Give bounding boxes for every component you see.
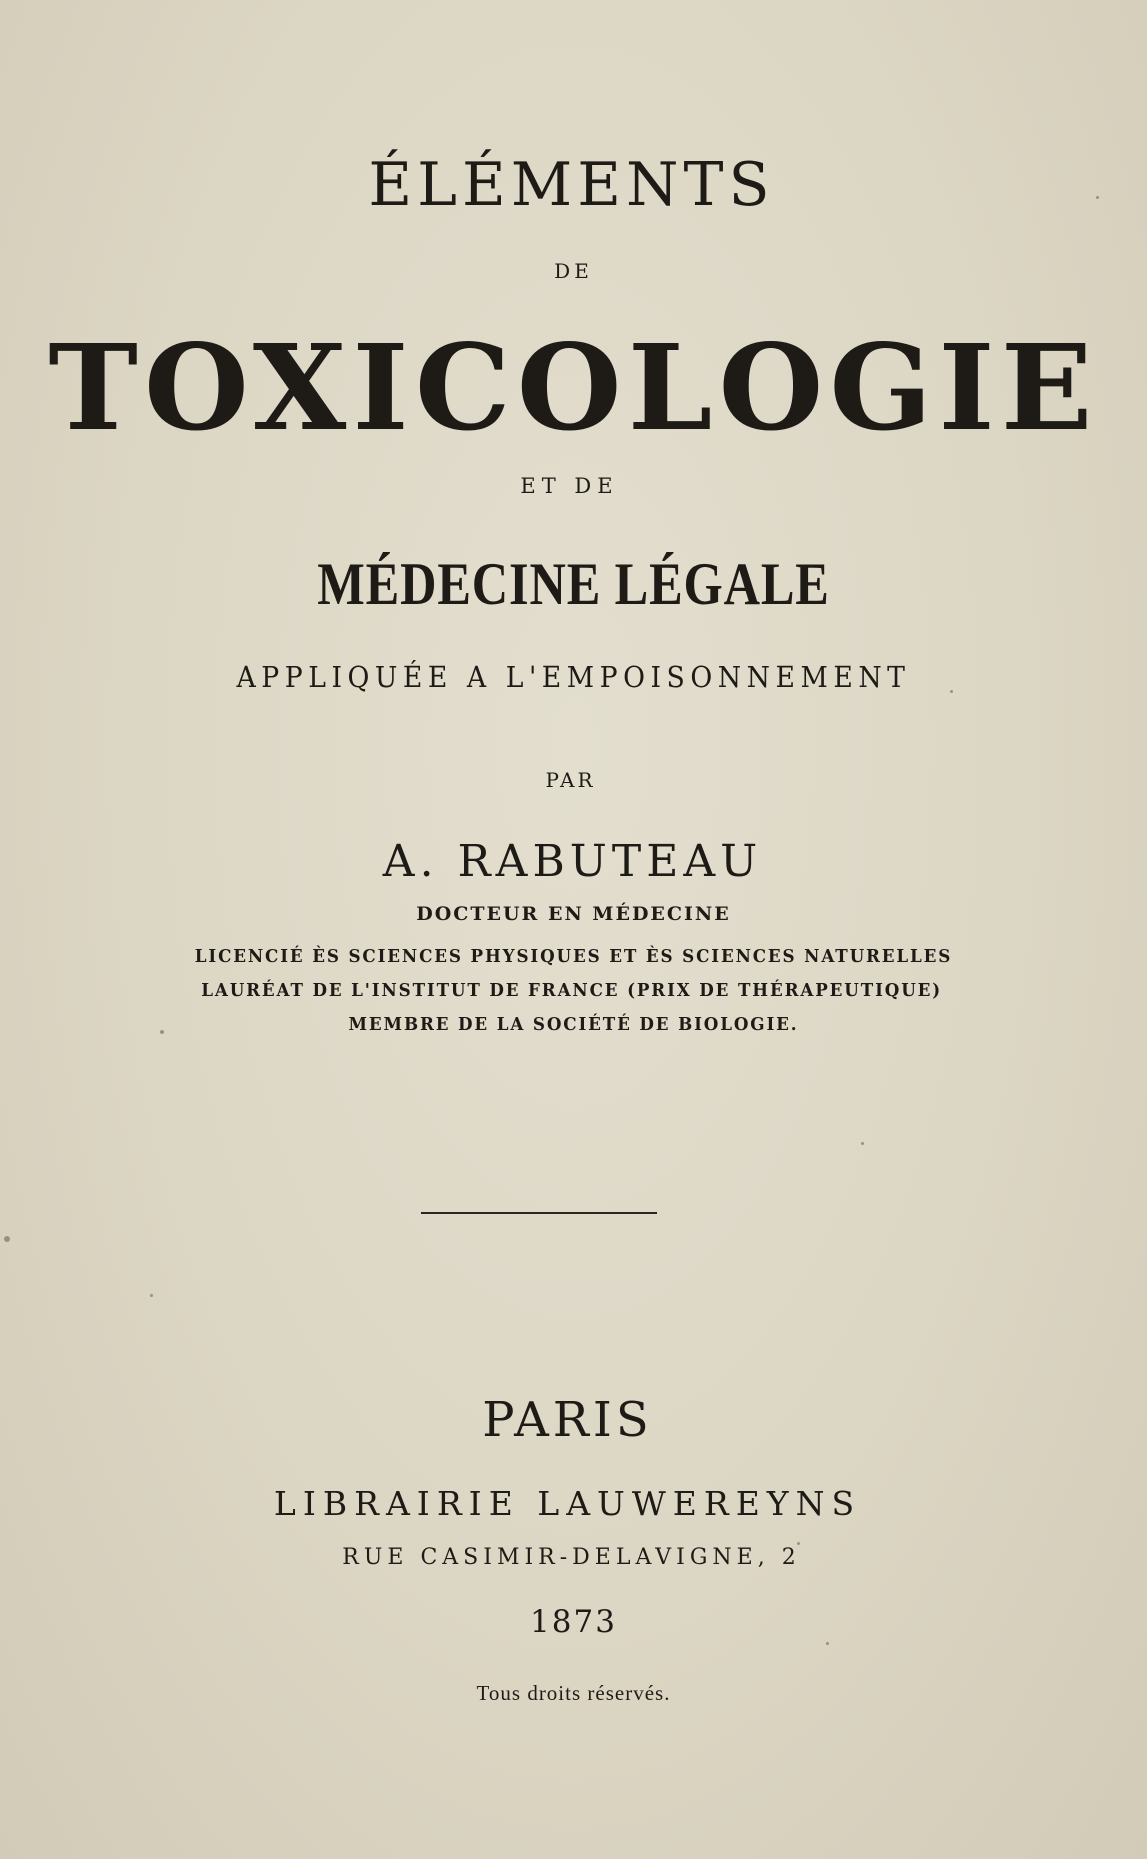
rights-notice: Tous droits réservés. (476, 1681, 671, 1705)
title-line-elements: ÉLÉMENTS (368, 150, 775, 220)
author-credential: LAURÉAT DE L'INSTITUT DE FRANCE (PRIX DE THÉRAPEUTIQUE) (201, 980, 943, 1001)
title-line-medecine-legale: MÉDECINE LÉGALE (317, 551, 830, 617)
imprint-city: PARIS (482, 1392, 653, 1448)
subtitle: APPLIQUÉE A L'EMPOISONNEMENT (236, 660, 911, 694)
author-credential: LICENCIÉ ÈS SCIENCES PHYSIQUES ET ÈS SCIENCES NATURELLES (194, 946, 953, 967)
author-credential: MEMBRE DE LA SOCIÉTÉ DE BIOLOGIE. (348, 1014, 799, 1035)
paper-speck (160, 1030, 164, 1034)
imprint-year: 1873 (530, 1604, 617, 1640)
imprint-publisher: LIBRAIRIE LAUWEREYNS (273, 1484, 862, 1523)
paper-speck (861, 1142, 864, 1145)
by-line: PAR (545, 768, 596, 792)
divider-rule (421, 1212, 657, 1214)
paper-speck (1096, 196, 1099, 199)
author-name: A. RABUTEAU (382, 836, 763, 887)
paper-speck (826, 1642, 829, 1645)
paper-speck (4, 1236, 10, 1242)
paper-speck (950, 690, 953, 693)
main-title-toxicologie: TOXICOLOGIE (48, 318, 1099, 457)
author-title: DOCTEUR EN MÉDECINE (416, 903, 731, 925)
paper-speck (797, 1542, 800, 1545)
connector-de: DE (554, 259, 593, 283)
connector-et-de: ET DE (520, 474, 619, 498)
paper-speck (150, 1294, 153, 1297)
imprint-address: RUE CASIMIR-DELAVIGNE, 2 (342, 1545, 801, 1570)
